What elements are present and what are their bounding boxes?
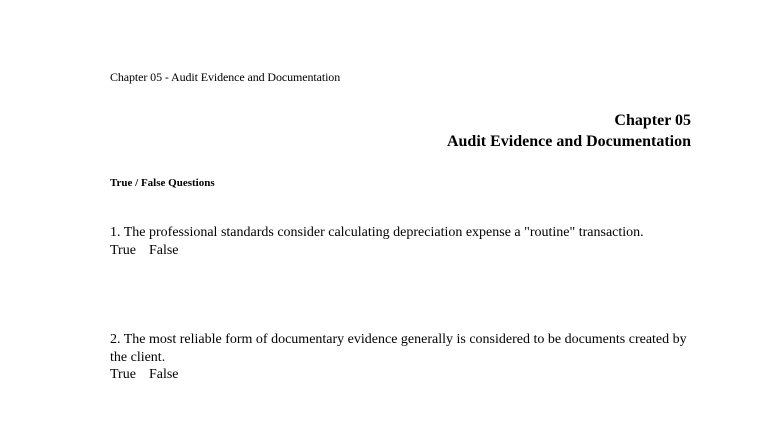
answer-true: True bbox=[110, 367, 136, 382]
answer-false: False bbox=[148, 242, 179, 258]
chapter-title-block bbox=[447, 110, 691, 152]
running-header: Chapter 05 - Audit Evidence and Documentation bbox=[110, 70, 341, 84]
answer-true: True bbox=[110, 242, 136, 258]
section-heading: True / False Questions bbox=[110, 177, 215, 189]
question-1 bbox=[110, 224, 690, 259]
chapter-number: Chapter 05 bbox=[614, 112, 691, 129]
question-stem: 2. The most reliable form of documentary evidence generally is considered to be documents created by the client. bbox=[110, 332, 687, 365]
chapter-title: Audit Evidence and Documentation bbox=[446, 133, 691, 150]
answer-false: False bbox=[148, 367, 179, 382]
question-stem: 1. The professional standards consider calculating depreciation expense a "routine" transaction. bbox=[110, 225, 644, 240]
question-2 bbox=[110, 331, 690, 384]
answer-options bbox=[110, 366, 690, 384]
answer-options bbox=[110, 242, 690, 260]
